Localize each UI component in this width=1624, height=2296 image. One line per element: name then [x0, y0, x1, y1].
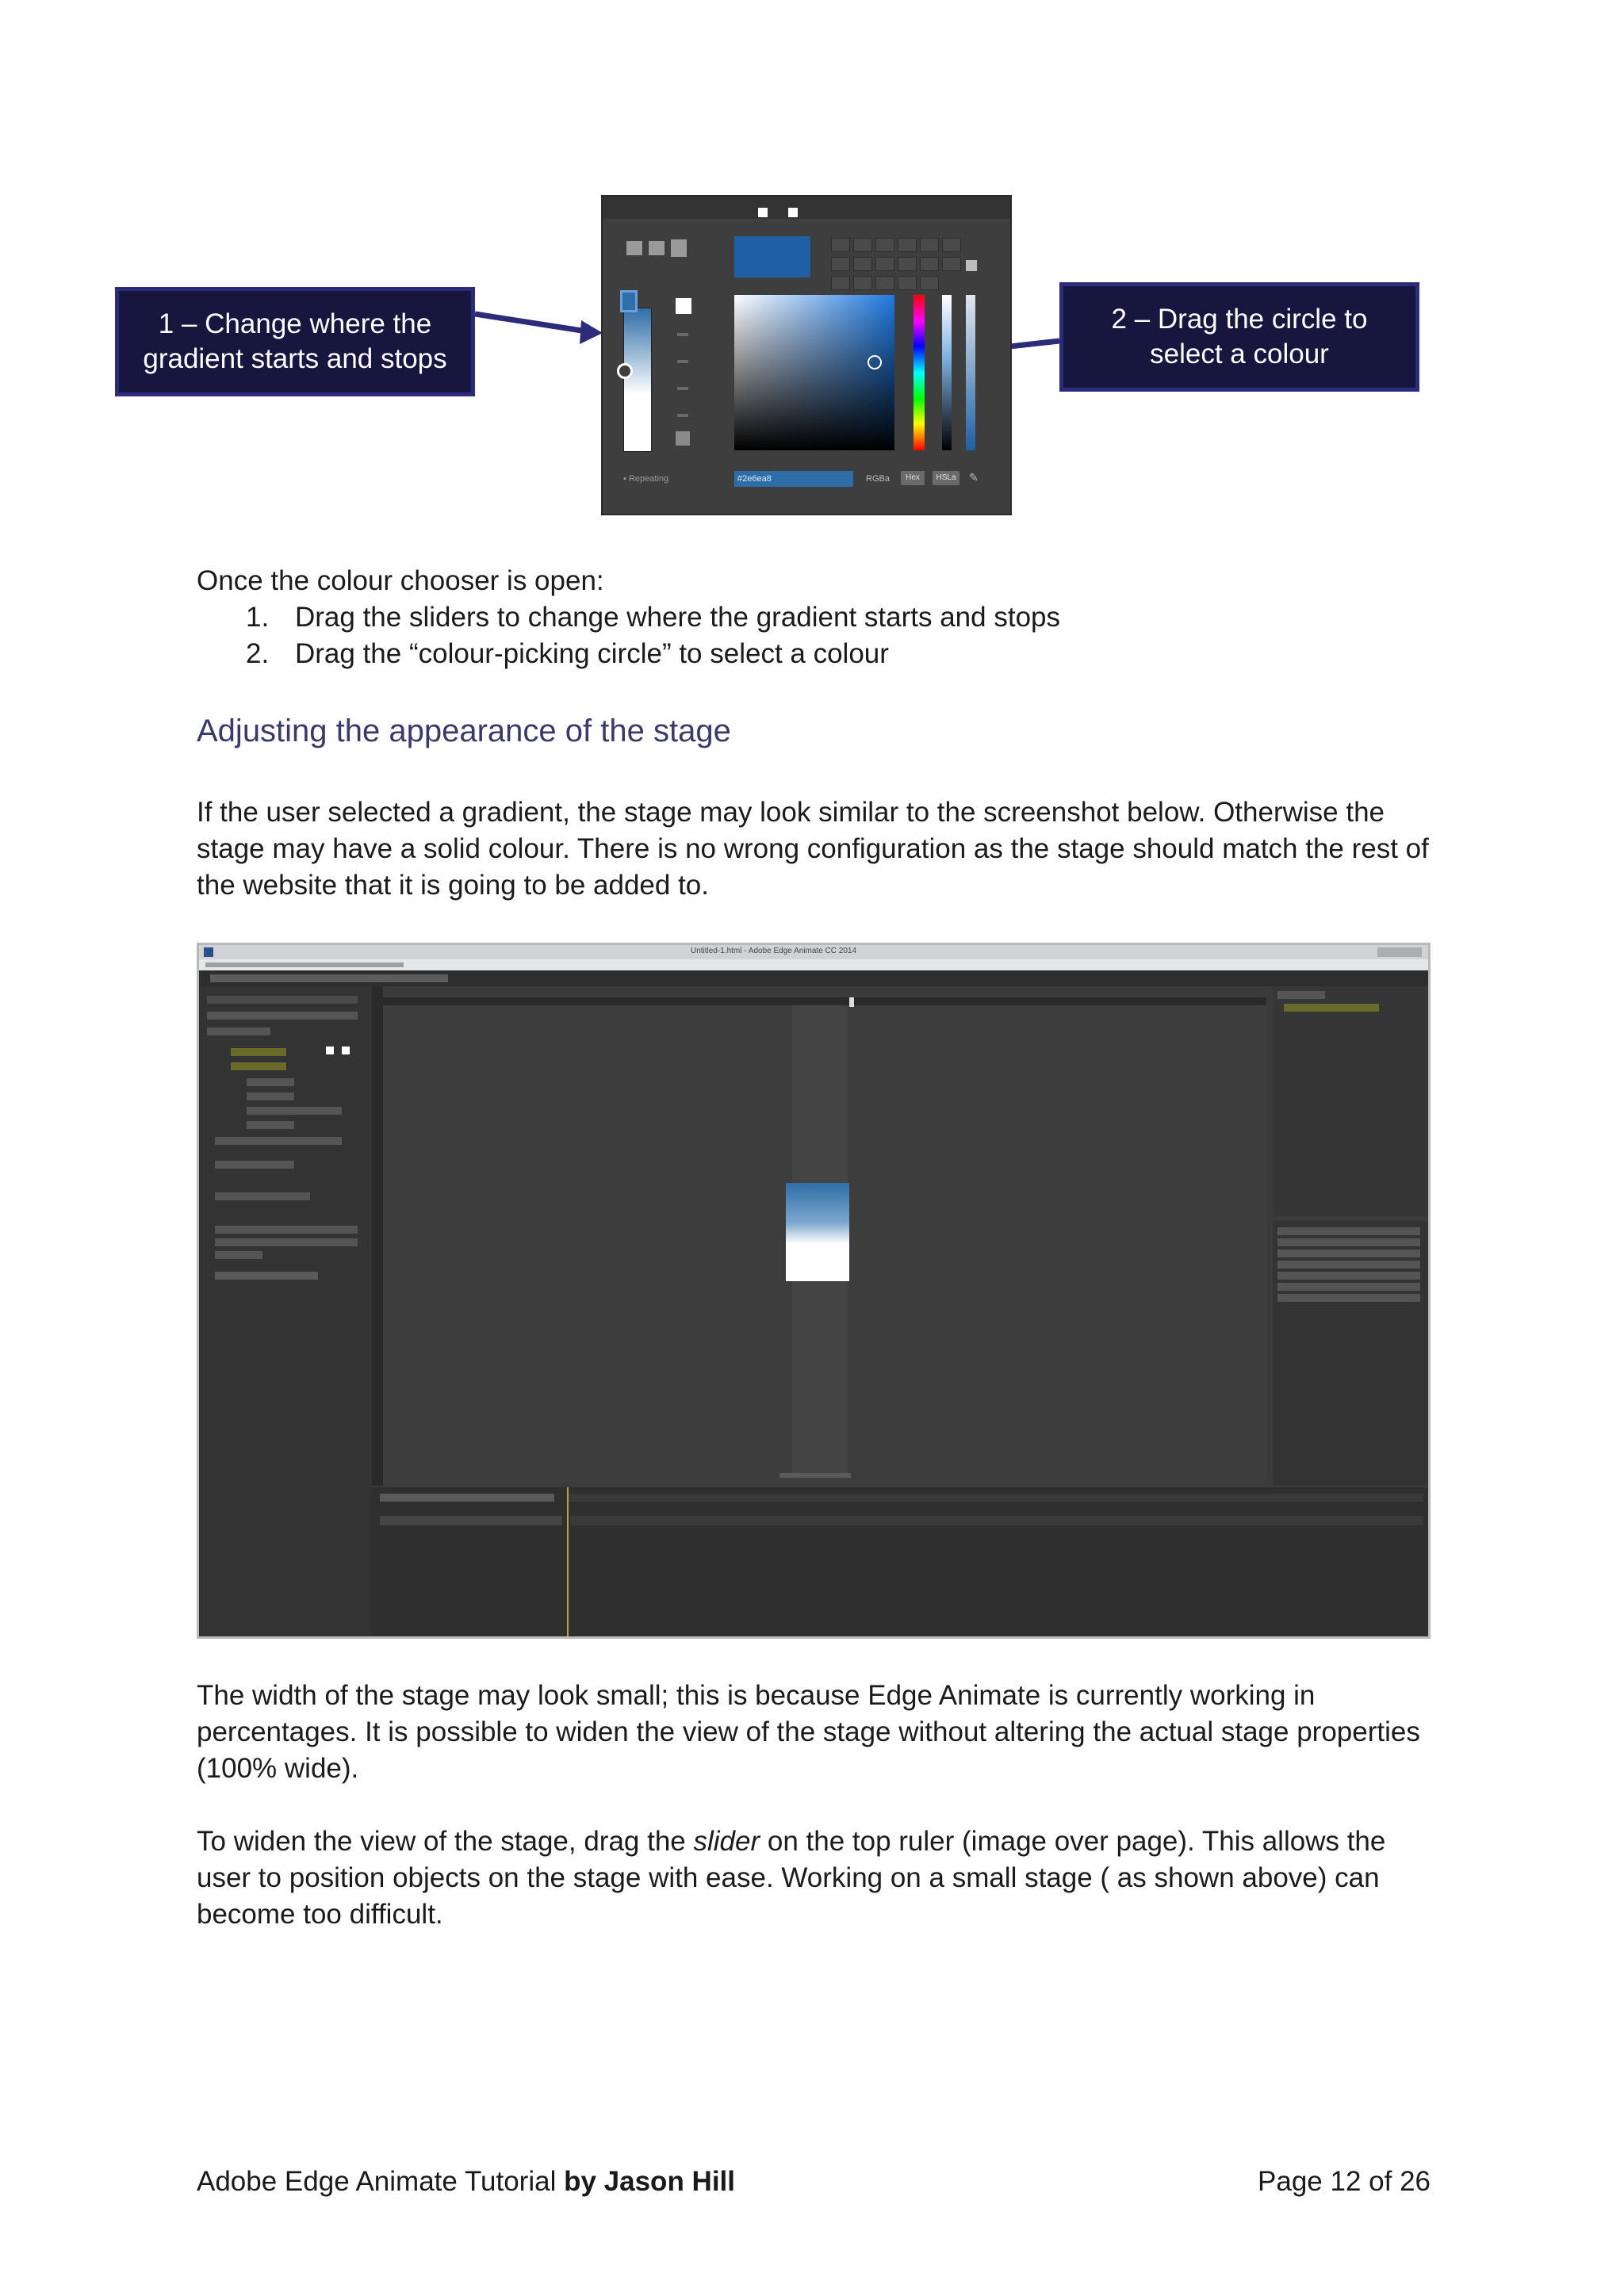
step-number: 1.	[246, 602, 270, 633]
canvas-hscroll[interactable]	[779, 1473, 851, 1478]
stop-row	[677, 387, 688, 390]
picker-topbar	[603, 197, 1010, 219]
footer-author: by Jason Hill	[564, 2166, 735, 2197]
gradient-preview-bar	[623, 308, 652, 452]
timeline-track	[570, 1516, 1423, 1525]
edge-animate-screenshot	[197, 943, 1431, 1639]
swatch[interactable]	[920, 238, 939, 252]
playhead[interactable]	[567, 1487, 569, 1639]
timeline-panel	[372, 1487, 1428, 1639]
alpha-slider[interactable]	[966, 295, 975, 450]
top-ruler[interactable]	[383, 997, 1266, 1005]
chooser-intro: Once the colour chooser is open:	[197, 565, 604, 596]
stage-swatch-white[interactable]	[326, 1047, 334, 1054]
stage-swatch-white[interactable]	[342, 1047, 350, 1054]
picker-tool-icon	[626, 241, 642, 255]
add-stop-icon[interactable]	[676, 431, 690, 446]
callout-drag-circle	[1059, 282, 1419, 392]
editor-menubar	[199, 959, 1428, 970]
colour-value-input[interactable]	[734, 471, 853, 487]
picker-tool-icon	[671, 239, 687, 257]
hue-slider[interactable]	[914, 295, 925, 450]
paragraph-gradient-stage: If the user selected a gradient, the stage may look similar to the screenshot below. Otherwise the stage may have a solid colour. There is no wrong configuration as the stage should match the rest of the website that it is going to be added to.	[197, 797, 1429, 901]
swatch[interactable]	[853, 238, 872, 252]
left-ruler[interactable]	[372, 986, 383, 1486]
footer-page-number: Page 12 of 26	[1258, 2166, 1431, 2197]
stop-row	[677, 333, 688, 336]
swatch[interactable]	[853, 276, 872, 290]
format-rgba[interactable]: RGBa	[866, 474, 890, 484]
gradient-stop-top-handle[interactable]	[620, 290, 638, 312]
colour-picking-circle[interactable]	[868, 355, 882, 369]
arrow-left-head	[580, 320, 603, 344]
stop-white-swatch[interactable]	[676, 298, 691, 314]
paragraph-stage-width: The width of the stage may look small; this is because Edge Animate is currently working in percentages. It is possible to widen the view of the stage without altering the actual stage properties (100% wide).	[197, 1680, 1420, 1784]
swatch[interactable]	[853, 257, 872, 271]
brightness-slider[interactable]	[942, 295, 952, 450]
app-icon	[204, 947, 213, 957]
swatch[interactable]	[831, 276, 850, 290]
stage-gradient[interactable]	[786, 1183, 849, 1281]
stage-canvas[interactable]	[383, 997, 1266, 1483]
ruler-slider[interactable]	[849, 997, 854, 1007]
stop-row	[677, 360, 688, 363]
toolbar-tools[interactable]	[210, 974, 448, 982]
window-controls[interactable]	[1377, 947, 1422, 957]
elements-panel	[1273, 986, 1428, 1216]
footer-doc-title: Adobe Edge Animate Tutorial	[197, 2166, 565, 2197]
swatch[interactable]	[875, 276, 894, 290]
colour-chooser-screenshot	[601, 195, 1012, 515]
format-hex-tab[interactable]: Hex	[901, 471, 925, 485]
picker-swatch-white	[788, 208, 798, 217]
step-text: Drag the sliders to change where the gradient starts and stops	[295, 602, 1060, 633]
format-hsla-tab[interactable]: HSLa	[933, 471, 959, 485]
picker-tool-icon	[649, 241, 665, 255]
step-text: Drag the “colour-picking circle” to select a colour	[295, 638, 889, 669]
eyedropper-icon[interactable]: ✎	[969, 471, 979, 484]
swatch[interactable]	[920, 257, 939, 271]
repeating-checkbox[interactable]: ▪ Repeating	[623, 474, 669, 484]
swatch[interactable]	[831, 238, 850, 252]
repeating-label: Repeating	[628, 474, 669, 484]
chooser-step-1	[246, 599, 1060, 636]
menu-items[interactable]	[205, 962, 404, 967]
widen-text-pre: To widen the view of the stage, drag the	[197, 1826, 694, 1857]
widen-text-post: on the top ruler (image over page). This allows the user to position objects on the stage with ease. Working on a small stage ( as shown above) can become too difficult.	[197, 1826, 1386, 1930]
current-colour-preview	[734, 236, 810, 277]
section-heading: Adjusting the appearance of the stage	[197, 714, 731, 748]
paragraph-widen-view	[197, 1823, 1434, 1933]
properties-panel	[199, 986, 372, 1639]
footer-title	[197, 2164, 735, 2199]
callout-drag-circle-text: 2 – Drag the circle to select a colour	[1111, 304, 1368, 369]
chooser-step-2	[246, 636, 889, 672]
swatch[interactable]	[898, 238, 917, 252]
timeline-ruler[interactable]	[567, 1494, 1423, 1502]
library-panel	[1273, 1221, 1428, 1486]
add-swatch-icon[interactable]	[966, 260, 977, 271]
swatch[interactable]	[875, 257, 894, 271]
picker-swatch-white	[758, 208, 768, 217]
timeline-controls[interactable]	[380, 1494, 554, 1502]
gradient-stop-bottom-handle[interactable]	[617, 363, 633, 379]
swatch[interactable]	[942, 238, 961, 252]
swatch[interactable]	[942, 257, 961, 271]
stop-row	[677, 414, 688, 417]
window-title: Untitled-1.html - Adobe Edge Animate CC 2014	[691, 947, 857, 955]
colour-field[interactable]	[734, 295, 894, 450]
step-number: 2.	[246, 638, 270, 669]
swatch[interactable]	[898, 276, 917, 290]
swatch[interactable]	[831, 257, 850, 271]
callout-gradient-stops-text: 1 – Change where the gradient starts and stops	[143, 308, 447, 374]
colour-value-text: #2e6ea8	[737, 474, 772, 484]
editor-toolbar	[199, 970, 1428, 986]
arrow-left	[475, 314, 587, 331]
swatch[interactable]	[898, 257, 917, 271]
swatch[interactable]	[920, 276, 939, 290]
timeline-layer-row[interactable]	[380, 1516, 562, 1525]
swatch[interactable]	[875, 238, 894, 252]
editor-titlebar	[199, 945, 1428, 959]
widen-text-slider: slider	[693, 1826, 760, 1857]
